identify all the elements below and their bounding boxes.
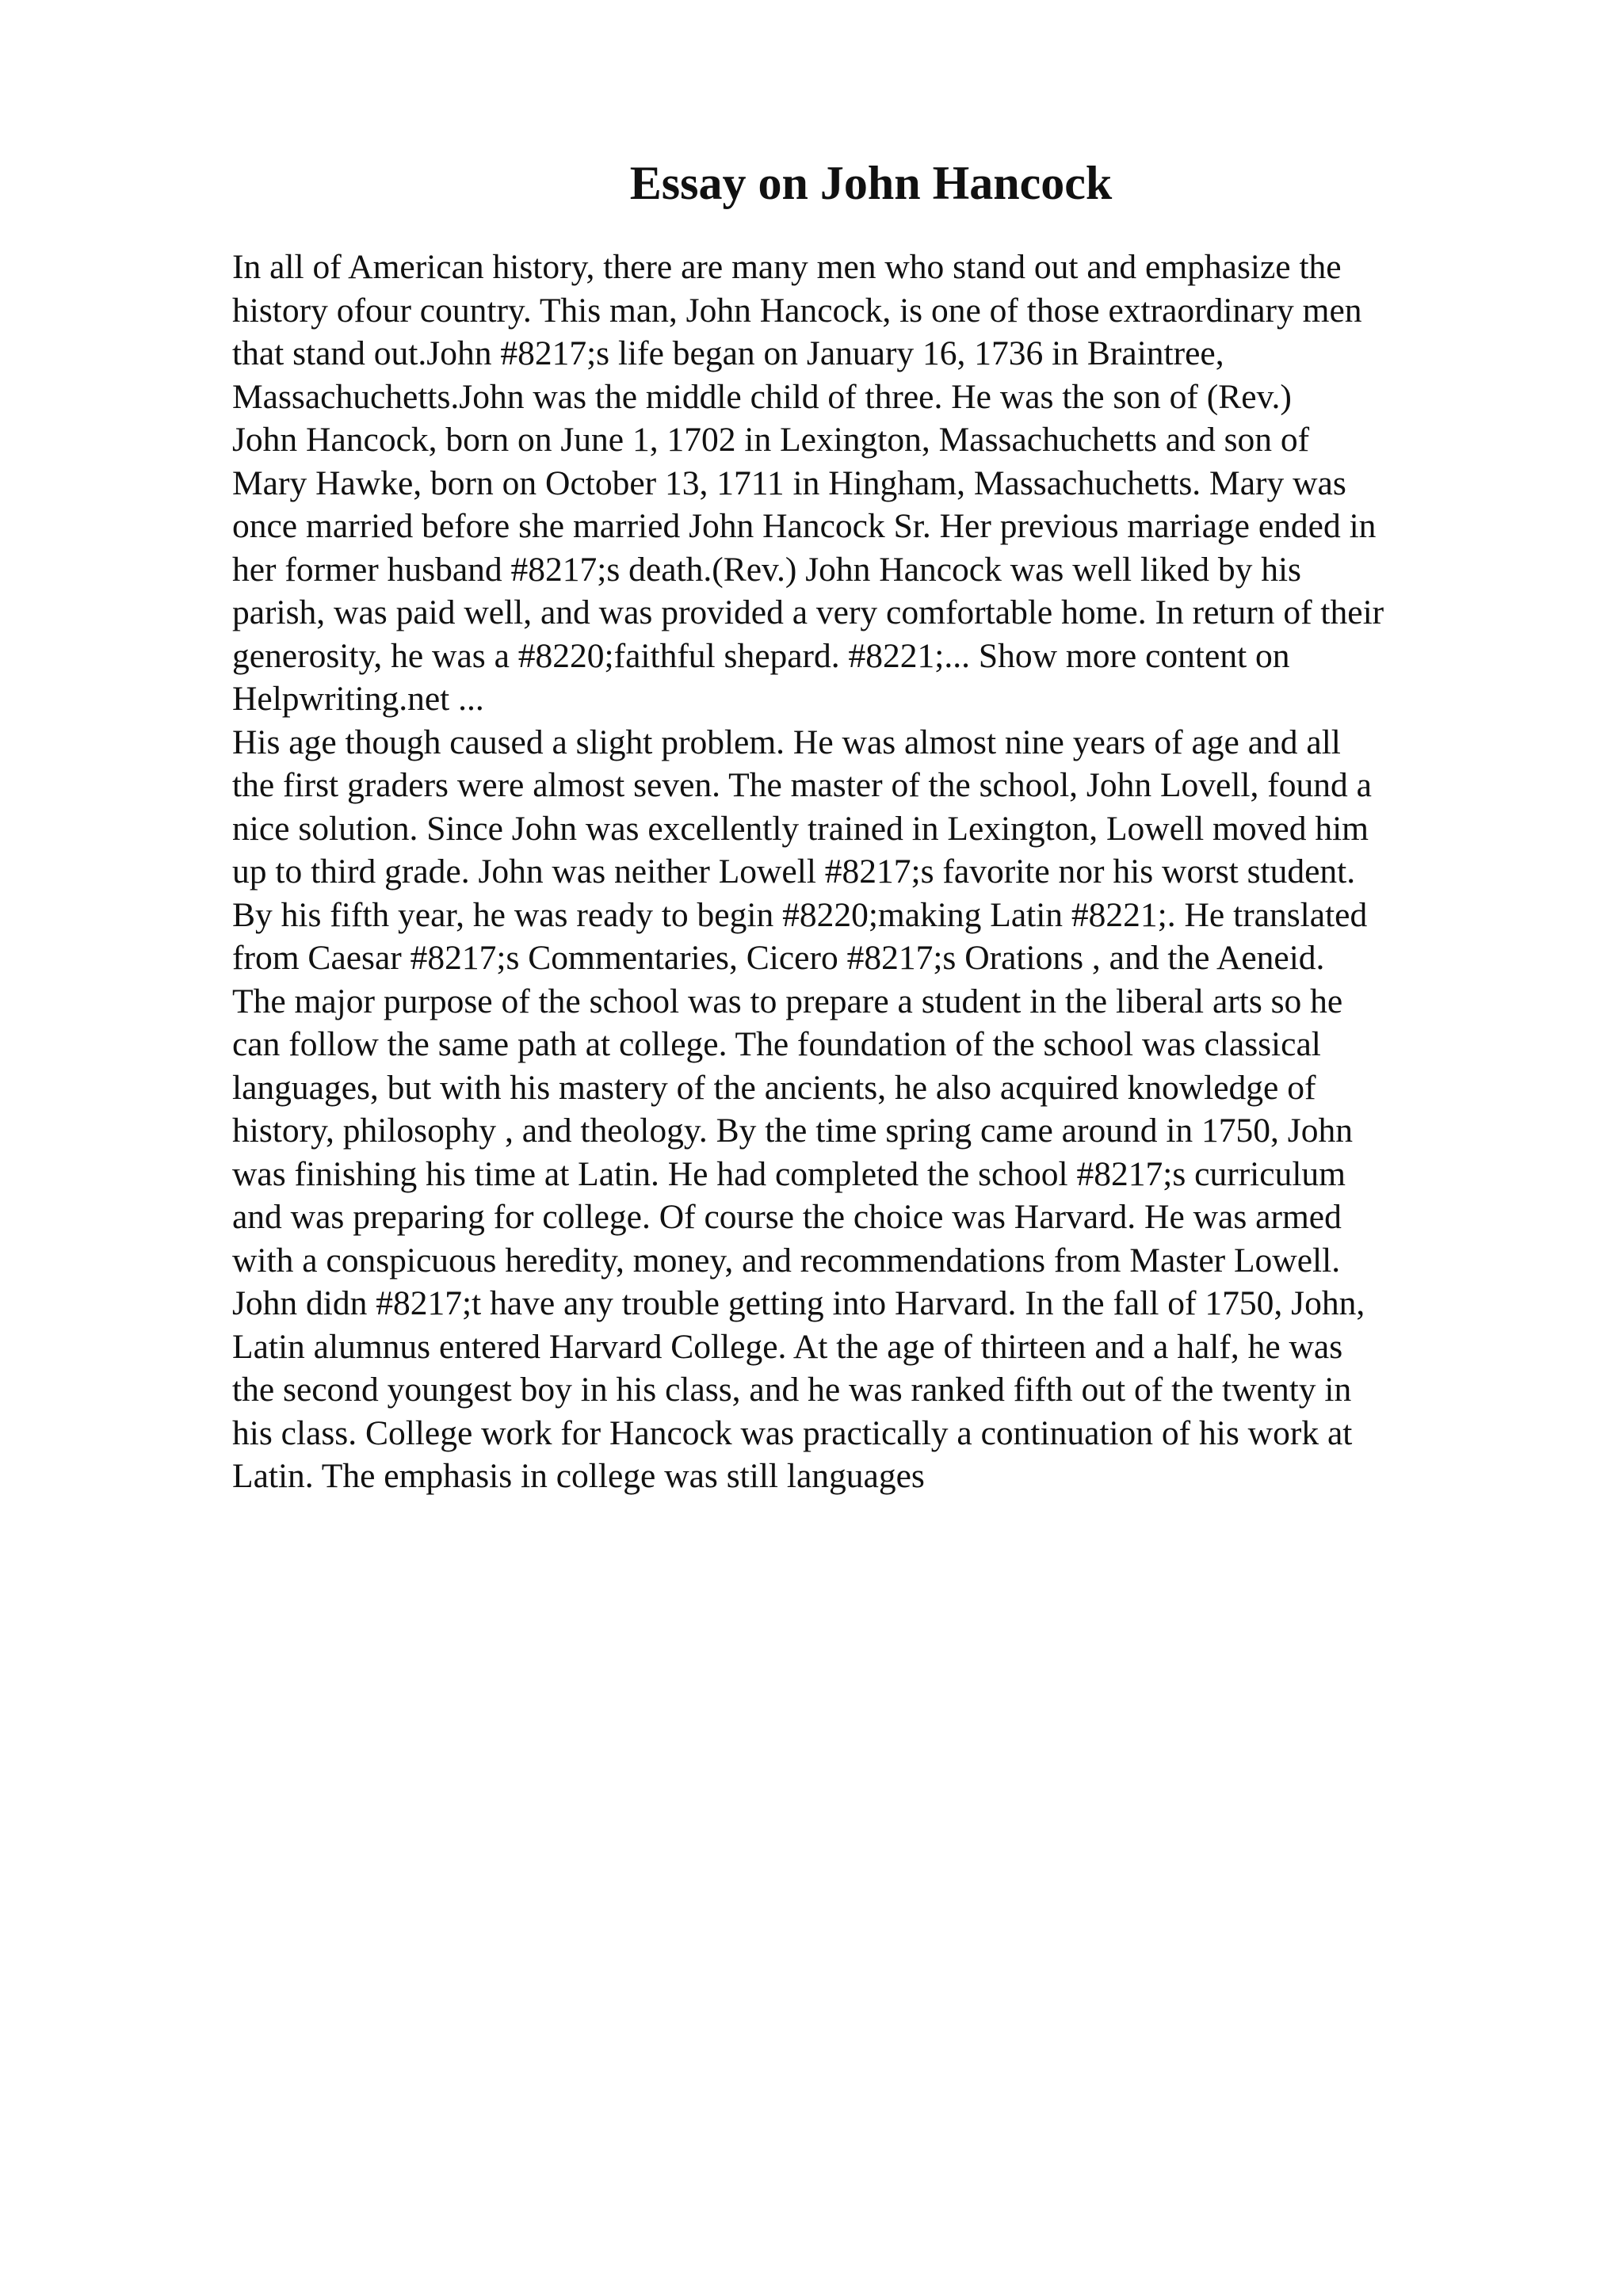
text-line: Latin alumnus entered Harvard College. At the age of thirteen and a half, he was [232, 1327, 1343, 1366]
text-line: and was preparing for college. Of course the choice was Harvard. He was armed [232, 1198, 1342, 1236]
text-line: once married before she married John Hancock Sr. Her previous marriage ended in [232, 507, 1377, 545]
text-line: John didn #8217;t have any trouble getting into Harvard. In the fall of 1750, John, [232, 1284, 1365, 1322]
text-line: can follow the same path at college. The foundation of the school was classical [232, 1025, 1321, 1063]
text-line: from Caesar #8217;s Commentaries, Cicero #8217;s Orations , and the Aeneid. [232, 939, 1325, 977]
text-line: In all of American history, there are many men who stand out and emphasize the [232, 248, 1342, 286]
document-title: Essay on John Hancock [629, 157, 1113, 209]
text-line: up to third grade. John was neither Lowell #8217;s favorite nor his worst student. [232, 852, 1356, 891]
text-line: parish, was paid well, and was provided a very comfortable home. In return of their [232, 593, 1384, 631]
text-line: By his fifth year, he was ready to begin #8220;making Latin #8221;. He translated [232, 895, 1368, 934]
text-line: history ofour country. This man, John Hancock, is one of those extraordinary men [232, 291, 1362, 330]
source-line: Helpwriting.net ... [232, 680, 484, 718]
text-line: Massachuchetts.John was the middle child of three. He was the son of (Rev.) [232, 377, 1292, 416]
text-line: the first graders were almost seven. The master of the school, John Lovell, found a [232, 766, 1372, 804]
text-line: Mary Hawke, born on October 13, 1711 in Hingham, Massachuchetts. Mary was [232, 463, 1346, 502]
text-line: that stand out.John #8217;s life began on January 16, 1736 in Braintree, [232, 334, 1224, 372]
text-line: languages, but with his mastery of the ancients, he also acquired knowledge of [232, 1068, 1316, 1107]
text-line: Latin. The emphasis in college was still languages [232, 1457, 925, 1495]
text-line: John Hancock, born on June 1, 1702 in Lexington, Massachuchetts and son of [232, 421, 1310, 459]
text-line: her former husband #8217;s death.(Rev.) John Hancock was well liked by his [232, 550, 1301, 589]
text-line: history, philosophy , and theology. By the time spring came around in 1750, John [232, 1112, 1353, 1150]
text-line: His age though caused a slight problem. He was almost nine years of age and all [232, 723, 1341, 761]
text-line: his class. College work for Hancock was practically a continuation of his work at [232, 1413, 1353, 1452]
text-line: with a conspicuous heredity, money, and recommendations from Master Lowell. [232, 1241, 1341, 1280]
text-line: The major purpose of the school was to prepare a student in the liberal arts so he [232, 982, 1343, 1020]
text-line: nice solution. Since John was excellently trained in Lexington, Lowell moved him [232, 809, 1369, 848]
text-line: the second youngest boy in his class, and he was ranked fifth out of the twenty in [232, 1371, 1352, 1409]
text-line: generosity, he was a #8220;faithful shepard. #8221;... Show more content on [232, 636, 1290, 675]
text-line: was finishing his time at Latin. He had completed the school #8217;s curriculum [232, 1154, 1346, 1193]
essay-body [232, 246, 1484, 1498]
